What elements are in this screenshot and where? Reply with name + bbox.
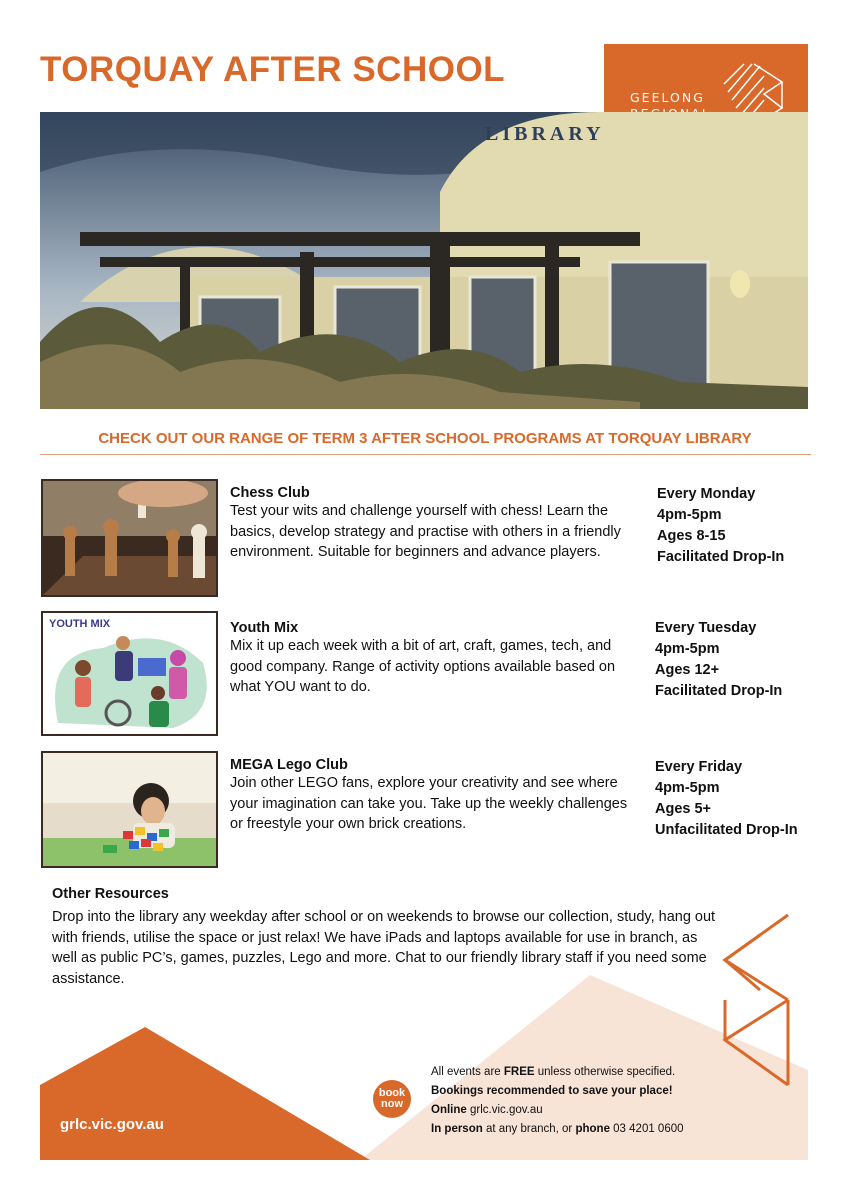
book-now-line-1: book: [378, 1087, 406, 1099]
booking-notes: [431, 1063, 684, 1139]
youth-mix-image: [41, 611, 218, 736]
program-name: Chess Club: [230, 485, 310, 501]
youth-mix-info: [230, 620, 630, 698]
other-resources-heading: Other Resources: [52, 886, 169, 902]
chess-club-image: [41, 479, 218, 597]
hero-sign-text: LIBRARY: [485, 123, 605, 145]
lego-club-schedule: [655, 757, 798, 841]
online-url[interactable]: grlc.vic.gov.au: [466, 1104, 543, 1116]
lego-club-info: [230, 757, 630, 835]
youth-mix-schedule: [655, 618, 782, 702]
book-now-badge[interactable]: [373, 1080, 411, 1118]
in-person-text: at any branch, or: [482, 1123, 576, 1135]
program-ages: Ages 5+: [655, 801, 712, 817]
section-subtitle: CHECK OUT OUR RANGE OF TERM 3 AFTER SCHOOL PROGRAMS AT TORQUAY LIBRARY: [98, 430, 752, 447]
program-name: Youth Mix: [230, 620, 299, 636]
online-booking: [431, 1101, 684, 1120]
program-description: Mix it up each week with a bit of art, craft, games, tech, and good company. Range of activity options available based on what YOU want to do.: [230, 638, 616, 695]
chess-club-schedule: [657, 484, 784, 568]
page-title: TORQUAY AFTER SCHOOL: [40, 50, 506, 89]
free-note: [431, 1063, 684, 1082]
program-time: 4pm-5pm: [657, 507, 722, 523]
lego-club-image: [41, 751, 218, 868]
program-day: Every Tuesday: [655, 620, 757, 636]
program-day: Every Monday: [657, 486, 756, 502]
in-person-booking: [431, 1120, 684, 1139]
in-person-label: In person: [431, 1123, 483, 1135]
program-ages: Ages 8-15: [657, 528, 726, 544]
program-time: 4pm-5pm: [655, 780, 720, 796]
program-format: Facilitated Drop-In: [655, 683, 783, 699]
program-format: Facilitated Drop-In: [657, 549, 785, 565]
program-name: MEGA Lego Club: [230, 757, 348, 773]
phone-label: phone: [575, 1123, 610, 1135]
logo-line-1: GEELONG: [630, 90, 705, 105]
booking-recommendation-text: Bookings recommended to save your place!: [431, 1085, 673, 1097]
online-label: Online: [431, 1104, 467, 1116]
hero-library-photo: [40, 112, 808, 409]
program-format: Unfacilitated Drop-In: [655, 822, 798, 838]
youth-mix-image-label: YOUTH MIX: [49, 618, 111, 630]
free-note-suffix: unless otherwise specified.: [534, 1066, 676, 1078]
program-day: Every Friday: [655, 759, 743, 775]
program-time: 4pm-5pm: [655, 641, 720, 657]
free-note-prefix: All events are: [431, 1066, 504, 1078]
book-now-line-2: now: [381, 1098, 403, 1110]
program-description: Test your wits and challenge yourself with chess! Learn the basics, develop strategy and practise with others in a friendly environment. Suitable for beginners and advance players.: [230, 503, 621, 560]
phone-number[interactable]: 03 4201 0600: [609, 1123, 684, 1135]
chess-club-info: [230, 485, 630, 563]
program-description: Join other LEGO fans, explore your creativity and see where your imagination can take you. Take up the weekly challenges or freestyle your own brick creations.: [230, 775, 628, 832]
program-ages: Ages 12+: [655, 662, 720, 678]
subtitle-divider: [40, 454, 811, 455]
free-note-bold: FREE: [503, 1066, 535, 1078]
footer-website-link[interactable]: grlc.vic.gov.au: [60, 1116, 164, 1133]
other-resources-text: Drop into the library any weekday after school or on weekends to browse our collection, study, hang out with friends, utilise the space or just relax! We have iPads and laptops available for use in branch, as well as public PC’s, games, puzzles, Lego and more. Chat to our friendly library staff if you need some assistance.: [52, 909, 716, 987]
booking-recommendation: [431, 1082, 684, 1101]
